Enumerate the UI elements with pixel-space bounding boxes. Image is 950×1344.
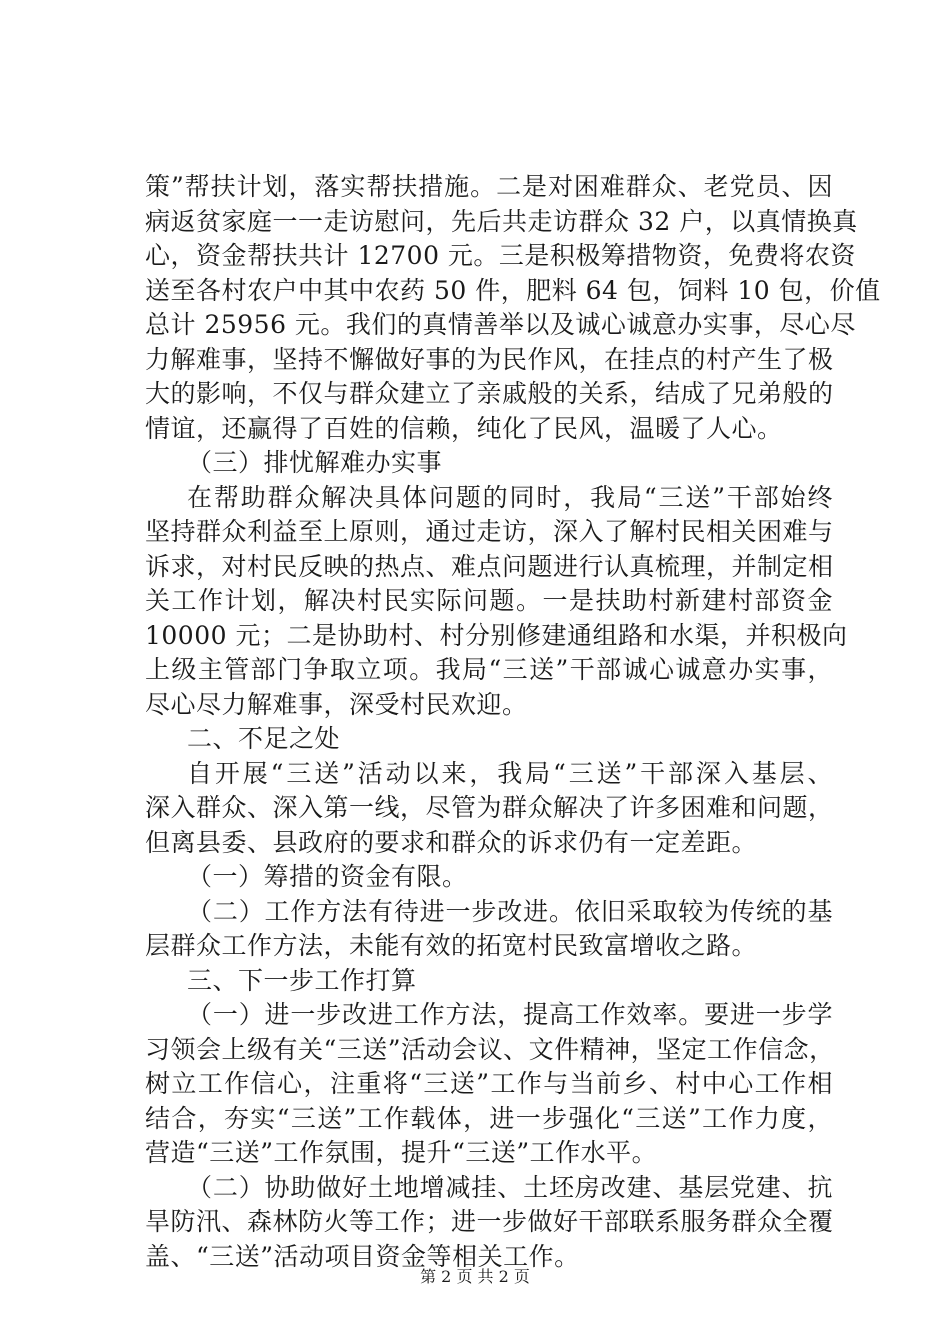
document-body — [145, 170, 881, 1274]
subsection-line: （二）协助做好土地增减挂、土坯房改建、基层党建、抗 — [187, 1172, 833, 1202]
section-heading: 三、下一步工作打算 — [187, 965, 417, 995]
page-footer: 第 2 页 共 2 页 — [420, 1267, 530, 1286]
subsection-line: （一）筹措的资金有限。 — [187, 862, 468, 891]
text-line: 上级主管部门争取立项。我局“三送”干部诚心诚意办实事， — [145, 655, 833, 684]
text-line: 但离县委、县政府的要求和群众的诉求仍有一定差距。 — [145, 827, 758, 857]
text-line: 大的影响，不仅与群众建立了亲戚般的关系，结成了兄弟般的 — [145, 379, 834, 408]
section-heading: （三）排忧解难办实事 — [187, 448, 443, 477]
text-line: 坚持群众利益至上原则，通过走访，深入了解村民相关困难与 — [145, 517, 834, 546]
text-line: 旱防汛、森林防火等工作；进一步做好干部联系服务群众全覆 — [145, 1207, 834, 1236]
text-line: 盖、“三送”活动项目资金等相关工作。 — [145, 1241, 580, 1271]
text-line: 策”帮扶计划，落实帮扶措施。二是对困难群众、老党员、因 — [145, 172, 833, 201]
text-line: 情谊，还赢得了百姓的信赖，纯化了民风，温暖了人心。 — [145, 413, 783, 443]
subsection-line: （一）进一步改进工作方法，提高工作效率。要进一步学 — [187, 1000, 833, 1029]
subsection-line: （二）工作方法有待进一步改进。依旧采取较为传统的基 — [187, 896, 833, 926]
text-line: 10000 元；二是协助村、村分别修建通组路和水渠，并积极向 — [145, 620, 848, 650]
text-line: 层群众工作方法，未能有效的拓宽村民致富增收之路。 — [145, 931, 758, 960]
text-line: 关工作计划，解决村民实际问题。一是扶助村新建村部资金 — [145, 586, 833, 615]
text-line: 结合，夯实“三送”工作载体，进一步强化“三送”工作力度， — [145, 1103, 833, 1133]
text-line: 力解难事，坚持不懈做好事的为民作风，在挂点的村产生了极 — [145, 344, 834, 374]
text-line: 树立工作信心，注重将“三送”工作与当前乡、村中心工作相 — [145, 1069, 833, 1098]
text-line: 病返贫家庭一一走访慰问，先后共走访群众 32 户，以真情换真 — [145, 206, 858, 236]
text-line: 心，资金帮扶共计 12700 元。三是积极筹措物资，免费将农资 — [145, 241, 856, 270]
text-line: 习领会上级有关“三送”活动会议、文件精神，坚定工作信念， — [145, 1034, 835, 1064]
text-line: 自开展“三送”活动以来，我局“三送”干部深入基层、 — [187, 758, 833, 788]
text-line: 诉求，对村民反映的热点、难点问题进行认真梳理，并制定相 — [145, 551, 834, 581]
text-line: 在帮助群众解决具体问题的同时，我局“三送”干部始终 — [187, 482, 833, 512]
text-line: 尽心尽力解难事，深受村民欢迎。 — [145, 689, 528, 719]
section-heading: 二、不足之处 — [187, 724, 341, 753]
text-line: 总计 25956 元。我们的真情善举以及诚心诚意办实事，尽心尽 — [145, 310, 856, 339]
text-line: 深入群众、深入第一线，尽管为群众解决了许多困难和问题， — [145, 793, 834, 822]
text-line: 营造“三送”工作氛围，提升“三送”工作水平。 — [145, 1138, 658, 1167]
text-line: 送至各村农户中其中农药 50 件，肥料 64 包，饲料 10 包，价值 — [145, 275, 881, 305]
